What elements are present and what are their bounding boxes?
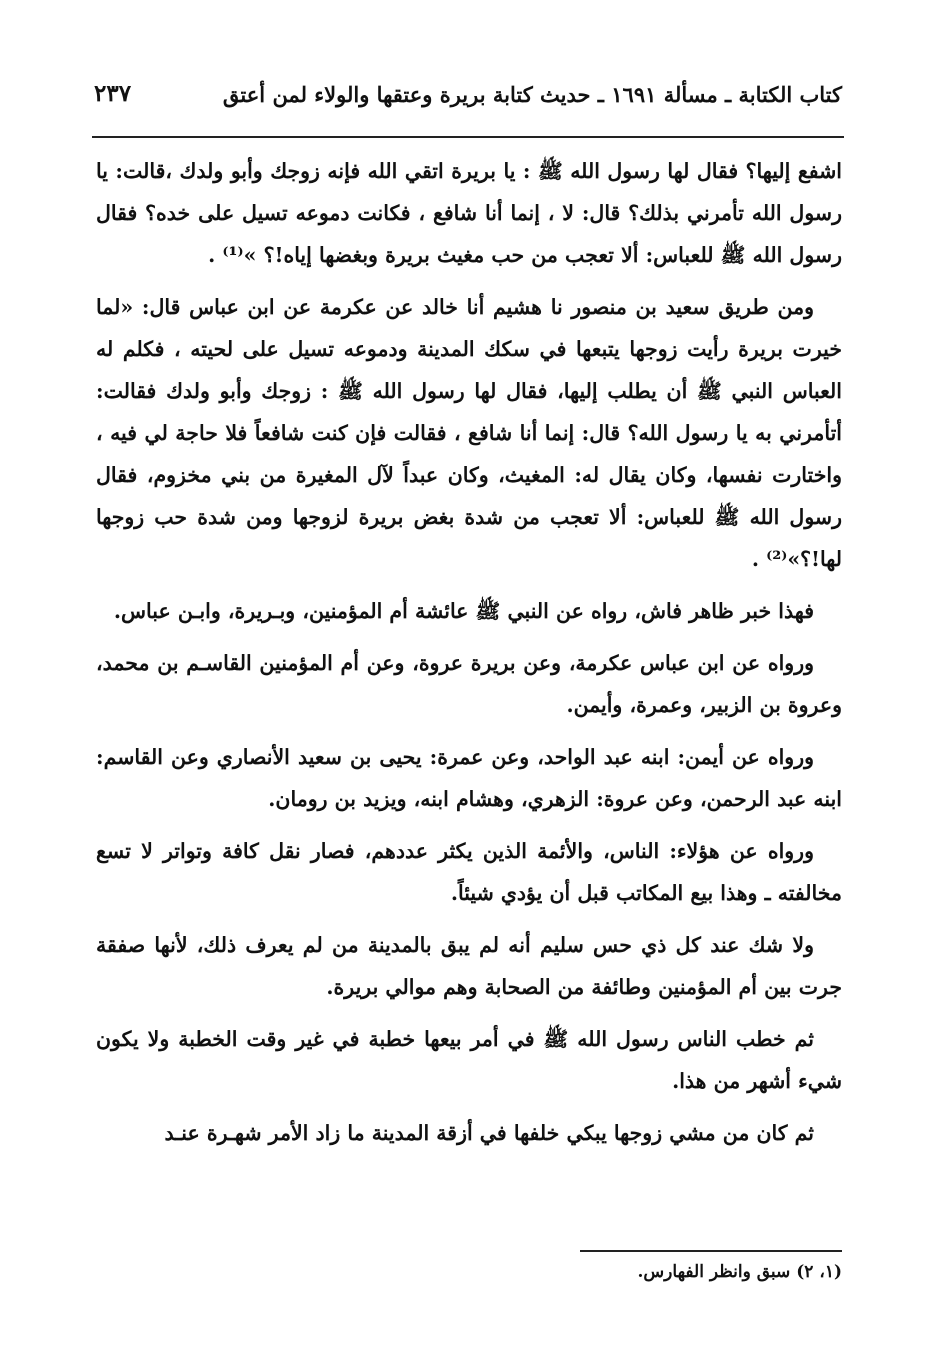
page-number: ٢٣٧	[94, 80, 132, 107]
running-title: كتاب الكتابة ـ مسألة ١٦٩١ ـ حديث كتابة بريرة وعتقها والولاء لمن أعتق	[222, 82, 842, 107]
running-header	[94, 78, 842, 118]
paragraph: ومن طريق سعيد بن منصور نا هشيم أنا خالد عن عكرمة عن ابن عباس قال: «لما خيرت بريرة رأيت زوجها يتبعها في سكك المدينة ودموعه تسيل على لحيته ، فكلم له العباس النبي ﷺ أن يطلب إليها، فقال لها رسول الله ﷺ : زوجك وأبو ولدك فقالت: أتأمرني به يا رسول الله؟ قال: إنما أنا شافع ، فقالت فإن كنت شافعاً فلا حاجة لي فيه ، واختارت نفسها، وكان يقال له: المغيث، وكان عبداً لآل المغيرة من بني مخزوم، فقال رسول الله ﷺ للعباس: ألا تعجب من شدة بغض بريرة لزوجها ومن شدة حب زوجها لها!؟»⁽²⁾ .	[96, 295, 842, 571]
footnote: (١، ٢) سبق وانظر الفهارس.	[637, 1262, 842, 1282]
paragraph: فهذا خبر ظاهر فاش، رواه عن النبي ﷺ عائشة أم المؤمنين، وبـريرة، وابـن عباس.	[113, 599, 814, 623]
paragraph: ورواه عن أيمن: ابنه عبد الواحد، وعن عمرة: يحيى بن سعيد الأنصاري وعن القاسم: ابنه عبد الرحمن، وعن عروة: الزهري، وهشام ابنه، ويزيد بن رومان.	[96, 745, 842, 811]
footnote-separator	[580, 1250, 842, 1252]
paragraph: اشفع إليها؟ فقال لها رسول الله ﷺ : يا بريرة اتقي الله فإنه زوجك وأبو ولدك ،قالت: يا رسول الله تأمرني بذلك؟ قال: لا ، إنما أنا شافع ، فكانت دموعه تسيل على خده؟ فقال رسول الله ﷺ للعباس: ألا تعجب من حب مغيث بريرة وبغضها إياه!؟ »⁽¹⁾ .	[96, 159, 842, 267]
paragraph: ورواه عن ابن عباس عكرمة، وعن بريرة عروة، وعن أم المؤمنين القاسـم بن محمد، وعروة بن الزبير، وعمرة، وأيمن.	[96, 651, 842, 717]
paragraph: ثم خطب الناس رسول الله ﷺ في أمر بيعها خطبة في غير وقت الخطبة ولا يكون شيء أشهر من هذا.	[96, 1027, 842, 1093]
paragraph: ولا شك عند كل ذي حس سليم أنه لم يبق بالمدينة من لم يعرف ذلك، لأنها صفقة جرت بين أم المؤمنين وطائفة من الصحابة وهم موالي بريرة.	[96, 933, 842, 999]
header-rule	[92, 136, 844, 138]
paragraph: ورواه عن هؤلاء: الناس، والأئمة الذين يكثر عددهم، فصار نقل كافة وتواتر لا تسع مخالفته ـ وهذا بيع المكاتب قبل أن يؤدي شيئاً.	[96, 839, 842, 905]
paragraph: ثم كان من مشي زوجها يبكي خلفها في أزقة المدينة ما زاد الأمر شهـرة عنـد	[164, 1121, 814, 1145]
body-text	[96, 150, 842, 1164]
